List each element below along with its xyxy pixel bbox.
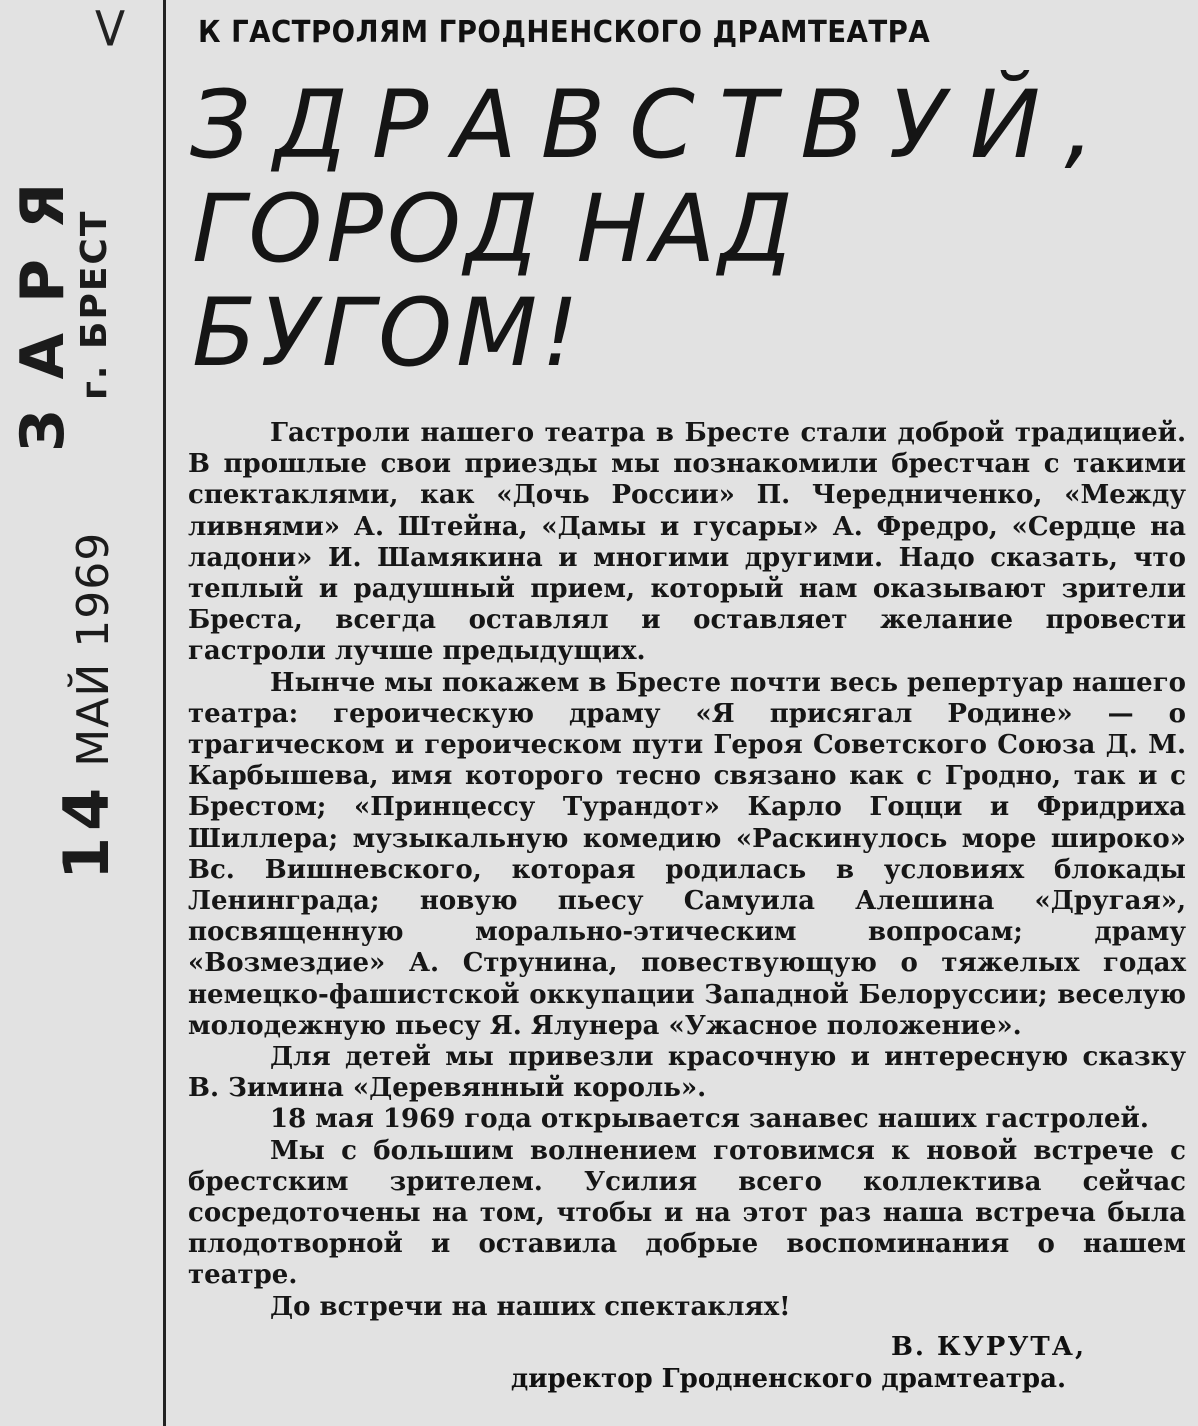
paragraph: 18 мая 1969 года открывается занавес наших гастролей. [270,1104,1149,1135]
article-signature [188,1331,1186,1395]
paragraph: Мы с большим волнением готовимся к новой встрече с брестским зрителем. Усилия всего коллектива сейчас сосредоточены на том, чтобы и на этот раз наша встреча была плодотворной и оставила добрые воспоминания о нашем театре. [188,1135,1186,1291]
column-divider [163,0,166,1426]
date-stamp-month-year: МАЙ 1969 [68,531,119,767]
article-body [188,418,1186,1323]
city-stamp: г. БРЕСТ [74,209,115,400]
paragraph: Гастроли нашего театра в Бресте стали доброй традицией. В прошлые свои приезды мы познакомили брестчан с такими спектаклями, как «Дочь России» П. Чередниченко, «Между ливнями» А. Штейна, «Дамы и гусары» А. Фредро, «Сердце на ладони» И. Шамякина и многими другими. Надо сказать, что теплый и радушный прием, который нам оказывают зрители Бреста, всегда оставлял и оставляет желание провести гастроли лучше предыдущих. [188,418,1186,667]
archive-stamp-margin [0,0,163,1426]
headline-line-1: ЗДРАВСТВУЙ, [190,71,1119,180]
headline-line-2: ГОРОД НАД БУГОМ! [192,175,797,388]
date-stamp [50,532,123,880]
article-headline [188,71,1186,388]
signature-title: директор Гродненского драмтеатра. [510,1363,1066,1394]
article [188,12,1186,1395]
check-mark: V [95,1,126,58]
signature-name: В. КУРУТА, [890,1331,1086,1362]
paragraph: Нынче мы покажем в Бресте почти весь репертуар нашего театра: героическую драму «Я присягал Родине» — о трагическом и героическом пути Героя Советского Союза Д. М. Карбышева, имя которого тесно связано как с Гродно, так и с Брестом; «Принцессу Турандот» Карло Гоцци и Фридриха Шиллера; музыкальную комедию «Раскинулось море широко» Вс. Вишневского, которая родилась в условиях блокады Ленинграда; новую пьесу Самуила Алешина «Другая», посвященную морально-этическим вопросам; драму «Возмездие» А. Струнина, повествующую о тяжелых годах немецко-фашистской оккупации Западной Белоруссии; веселую молодежную пьесу Я. Ялунера «Ужасное положение». [188,667,1186,1041]
paragraph: Для детей мы привезли красочную и интересную сказку В. Зимина «Деревянный король». [188,1042,1186,1104]
article-rubric: К ГАСТРОЛЯМ ГРОДНЕНСКОГО ДРАМТЕАТРА [198,15,931,50]
newspaper-name-stamp: ЗАРЯ [8,152,78,452]
date-stamp-day: 14 [50,781,123,880]
paragraph: До встречи на наших спектаклях! [270,1291,791,1322]
